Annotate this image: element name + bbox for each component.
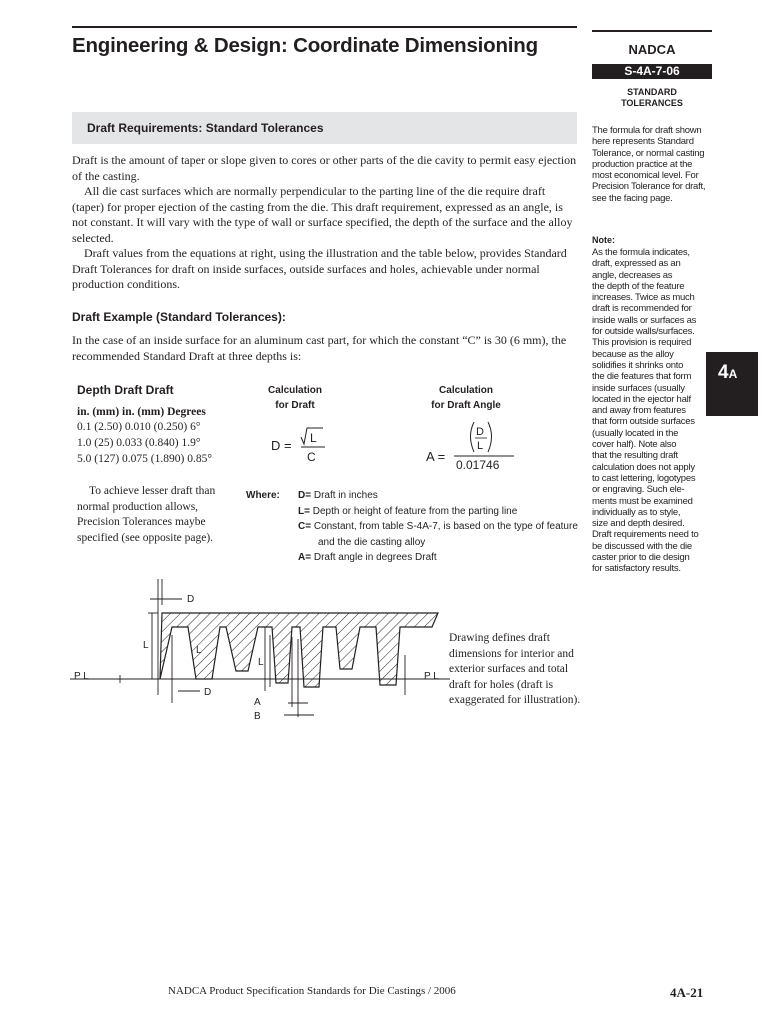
- paragraph-example-intro: In the case of an inside surface for an aluminum cast part, for which the constant “C” is 30 (6 mm), the recommended Standard Draft at three depths is:: [72, 333, 567, 363]
- paragraph-draft-definition: Draft is the amount of taper or slope given to cores or other parts of the die cavity to permit easy ejection of the casting.: [72, 153, 577, 183]
- example-title: Draft Example (Standard Tolerances):: [72, 310, 286, 324]
- drawing-label-a: A: [254, 697, 261, 708]
- sidebar-subtitle: STANDARD TOLERANCES: [621, 87, 683, 108]
- calc-draft-header: Calculation for Draft: [268, 385, 322, 411]
- definition-l: [298, 506, 517, 517]
- angle-formula-mid: L: [477, 440, 484, 452]
- table-subheader: in. (mm) in. (mm) Degrees: [77, 406, 206, 418]
- angle-formula-lhs: A =: [426, 449, 446, 464]
- definition-d: [298, 490, 378, 501]
- definition-value: Depth or height of feature from the parting line: [309, 506, 518, 517]
- drawing-label-b: B: [254, 711, 261, 722]
- footer-page-number: 4A-21: [670, 985, 704, 1000]
- section-title: Draft Requirements: Standard Tolerances: [87, 121, 324, 135]
- drawing-label-d-bottom: D: [204, 687, 212, 698]
- drawing-label-l-right: L: [258, 657, 264, 668]
- section-tab-4a: [706, 352, 758, 416]
- sidebar-note-text: As the formula indicates, draft, expressed as an angle, decreases as the depth of the feature increases. Twice as much draft is recommended for inside walls or surfaces as for outside walls/surfaces. This provision is required because as the alloy solidifies it shrinks onto the die features that form inside surfaces (usually located in the ejector half and away from features that form outside surfaces (usually located in the cover half). Note also that the resulting draft calculation does not apply to cast lettering, logotypes or engraving. Such ele- ments must be examined individually as to style, size and depth desired. Draft requirements need to be discussed with the die caster prior to die design for satisfactory results.: [592, 247, 699, 575]
- draft-formula: [265, 422, 345, 466]
- drawing-label-pl-left: P L: [74, 671, 89, 682]
- paren-right: [488, 422, 492, 452]
- draft-angle-formula: [420, 418, 520, 472]
- drawing-label-pl-right: P L: [424, 671, 439, 682]
- definition-key: L=: [298, 506, 310, 517]
- calc-angle-header: Calculation for Draft Angle: [431, 385, 501, 411]
- table-header: Depth Draft Draft: [77, 383, 174, 397]
- paragraph-draft-values: Draft values from the equations at right, using the illustration and the table below, provides Standard Draft Tolerances for draft on inside surfaces, outside surfaces and holes, achievable under normal production conditions.: [72, 246, 567, 292]
- definition-c-continued: and the die casting alloy: [318, 537, 426, 548]
- table-row: 5.0 (127) 0.075 (1.890) 0.85°: [77, 453, 212, 465]
- top-rule: [72, 26, 577, 28]
- definition-value: Constant, from table S-4A-7, is based on the type of feature: [311, 521, 578, 532]
- draft-formula-den: C: [307, 450, 316, 464]
- sidebar-formula-note: The formula for draft shown here represents Standard Tolerance, or normal casting production practice at the most economical level. For Precision Tolerance for draft, see the facing page.: [592, 125, 706, 204]
- page-title: Engineering & Design: Coordinate Dimensioning: [72, 34, 538, 57]
- drawing-label-l-mid: L: [196, 645, 202, 656]
- draft-illustration: [60, 575, 450, 735]
- definition-value: Draft angle in degrees Draft: [311, 552, 437, 563]
- draft-formula-num: L: [310, 431, 317, 445]
- sidebar-code-badge: S-4A-7-06: [592, 64, 712, 79]
- sidebar-rule: [592, 30, 712, 32]
- table-row: 0.1 (2.50) 0.010 (0.250) 6°: [77, 421, 201, 433]
- footer-text: NADCA Product Specification Standards for Die Castings / 2006: [168, 985, 456, 997]
- angle-formula-num: D: [476, 426, 484, 438]
- where-label: Where:: [246, 490, 280, 501]
- tab-main: 4: [718, 362, 729, 383]
- draft-formula-lhs: D =: [271, 438, 292, 453]
- tab-sub: A: [728, 367, 738, 381]
- sidebar-note-label: Note:: [592, 235, 615, 245]
- paragraph-die-cast-surfaces: All die cast surfaces which are normally perpendicular to the parting line of the die require draft (taper) for proper ejection of the casting from the die. This draft requirement, expressed as an angle, is not constant. It will vary with the type of wall or surface specified, the depth of the surface and the alloy selected.: [72, 184, 573, 245]
- definition-key: D=: [298, 490, 312, 501]
- drawing-caption: Drawing defines draft dimensions for interior and exterior surfaces and total draft for holes (draft is exaggerated for illustration).: [449, 632, 581, 706]
- angle-formula-den: 0.01746: [456, 458, 500, 472]
- paragraph-lesser-draft: To achieve lesser draft than normal production allows, Precision Tolerances maybe specified (see opposite page).: [77, 485, 216, 544]
- table-row: 1.0 (25) 0.033 (0.840) 1.9°: [77, 437, 201, 449]
- definition-value: Draft in inches: [311, 490, 378, 501]
- definition-c: [298, 521, 578, 532]
- definition-a: [298, 552, 437, 563]
- sidebar-org: NADCA: [628, 42, 676, 57]
- definition-key: C=: [298, 521, 312, 532]
- casting-section: [160, 613, 438, 687]
- paren-left: [471, 422, 475, 452]
- drawing-label-l-left: L: [143, 640, 149, 651]
- definition-key: A=: [298, 552, 312, 563]
- drawing-label-d-top: D: [187, 594, 195, 605]
